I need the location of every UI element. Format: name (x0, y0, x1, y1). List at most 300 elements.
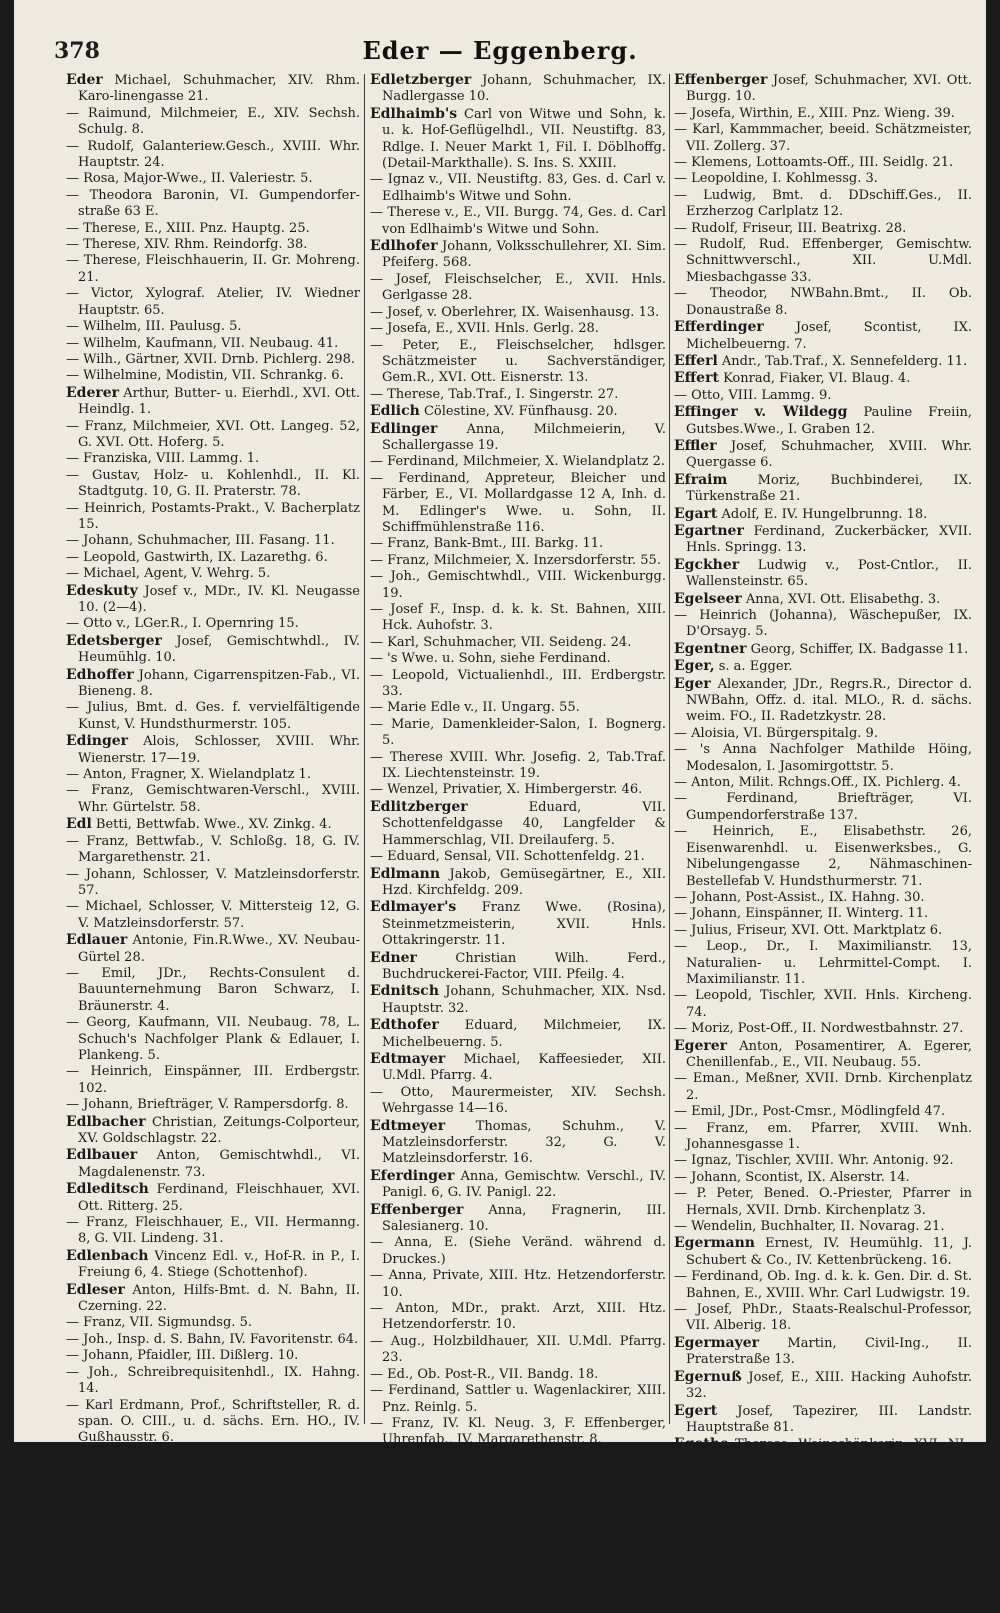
directory-entry (370, 1564, 666, 1580)
entry-text: Michael, Kaffeesieder, XII. U.Mdl. Pfarrg. 4. (382, 1051, 666, 1084)
entry-text: — Klemens, Lottoamts-Off., III. Seidlg. 21. (674, 155, 954, 171)
directory-entry (66, 1181, 360, 1215)
running-head: Eder — Eggenberg. (362, 36, 638, 65)
entry-text: — Leopold, Gastwirth, IX. Lazarethg. 6. (66, 549, 328, 565)
entry-text: — Josef, v. Oberlehrer, IX. Waisenhausg. 13. (370, 304, 660, 320)
entry-surname: Edhoffer (66, 666, 134, 683)
entry-surname: Egckher (674, 556, 740, 573)
directory-entry (66, 834, 360, 867)
directory-entry (66, 336, 360, 352)
directory-entry (674, 523, 972, 557)
entry-text: — Wilhelm, III. Paulusg. 5. (66, 319, 242, 335)
directory-entry (370, 305, 666, 321)
entry-surname: Efraim (674, 471, 728, 488)
directory-entry (674, 1071, 972, 1104)
entry-text: — Franz, Buchhalter, VIII. Lerchenfelderstr. 50. (370, 1448, 666, 1481)
directory-entry (674, 171, 972, 187)
entry-surname: Effert (674, 370, 719, 387)
directory-entry (370, 849, 666, 865)
entry-text: — Josef F., Insp. d. k. k. St. Bahnen, XIII. Hck. Auhofstr. 3. (370, 602, 666, 634)
directory-entry (674, 353, 972, 370)
directory-entry (674, 1335, 972, 1369)
entry-text: Moriz, Buchbinderei, IX. Türkenstraße 21. (686, 472, 972, 505)
entry-text: Josef v., MDr., IV. Kl. Neugasse 10. (2—4). (78, 583, 360, 615)
entry-text: — Franz, VII. Sigmundsg. 5. (66, 1315, 252, 1331)
entry-text: — Peter, E., Fleischselcher, hdlsger. Schätzmeister u. Sachverständiger, Gem.R., XVI. Ott. Eisnerstr. 13. (370, 337, 666, 386)
entry-text: Johann, Schuhmacher, IX. Nadlergasse 10. (382, 73, 666, 105)
directory-entry (674, 824, 972, 890)
directory-entry (370, 635, 666, 651)
entry-surname: Eder (66, 72, 103, 88)
entry-text: Antonie, Fin.R.Wwe., XV. Neubau-Gürtel 28. (78, 933, 360, 965)
entry-text: Anna, XVI. Ott. Elisabethg. 3. (745, 591, 941, 607)
entry-text: — Therese v., E., VII. Burgg. 74, Ges. d. Carl von Edlhaimb's Witwe und Sohn. (370, 205, 666, 237)
directory-entry (674, 1121, 972, 1154)
entry-text: — Johann, Schlosser, V. Matzleinsdorferstr. 57. (66, 866, 360, 898)
directory-entry (370, 238, 666, 272)
directory-entry (66, 319, 360, 335)
entry-text: — Leopold, Victualienhdl., III. Erdbergstr. 33. (370, 667, 666, 700)
entry-text: Johann, Volksschullehrer, XI. Sim. Pfeiferg. 568. (382, 239, 666, 271)
entry-surname: Edlhaimb's (370, 105, 458, 122)
entry-text: — Ferdinand, Appreteur, Bleicher und Färber, E., VI. Mollardgasse 12 A, Inh. d. M. Edlinger's Wwe. u. Sohn, II. Schiffmühlenstraße 116. (370, 470, 666, 535)
entry-text: Ernest, IV. Heumühlg. 11, J. Schubert & Co., IV. Kettenbrückeng. 16. (686, 1236, 972, 1268)
entry-text: Eduard, Milchmeier, IX. Michelbeuerng. 5. (382, 1018, 666, 1050)
entry-text: Jakob, Gemüsegärtner, E., XII. Hzd. Kirchfeldg. 209. (382, 866, 666, 898)
entry-text: Anton, Gemischtwhdl., VI. Magdalenenstr. 73. (78, 1148, 361, 1180)
directory-entry (66, 237, 360, 253)
directory-entry (674, 676, 972, 726)
directory-entry (674, 370, 972, 387)
entry-text: — Therese, Fleischhauerin, II. Gr. Mohreng. 21. (66, 253, 360, 285)
directory-entry (370, 1482, 666, 1498)
entry-text: Emilie, XVIII. Whr. Wildemanng. 18. (686, 1521, 972, 1553)
entry-text: — Otto, VIII. Lammg. 9. (674, 387, 832, 403)
entry-text: Anna, Gemischtw. Verschl., IV. Panigl. 6, G. IV. Panigl. 22. (382, 1168, 666, 1201)
entry-surname: Edlauer (66, 932, 128, 949)
entry-text: — Aug., Holzbildhauer, XII. U.Mdl. Pfarrg. 23. (370, 1333, 666, 1366)
entry-surname: Egethe (674, 1436, 729, 1453)
directory-entry (674, 1369, 972, 1403)
entry-text: — Ludwig, Bmt. d. DDschiff.Ges., II. Erzherzog Carlplatz 12. (674, 187, 972, 220)
directory-entry (674, 286, 972, 319)
directory-entry (66, 533, 360, 549)
directory-entry (370, 106, 666, 173)
entry-surname: Ederer (66, 384, 120, 401)
directory-entry (674, 726, 972, 742)
entry-text: — Julius, Friseur, XVI. Ott. Marktplatz 6. (674, 922, 943, 938)
entry-text: — Anna, Private, XIII. Htz. Hetzendorferstr. 10. (370, 1268, 666, 1300)
entry-text: — Ferdinand, Milchmeier, X. Wielandplatz 2. (370, 454, 666, 470)
directory-entry (66, 1248, 360, 1282)
entry-text: Arthur, Butter- u. Eierhdl., XVI. Ott. Heindlg. 1. (78, 385, 360, 418)
directory-entry (674, 923, 972, 939)
entry-text: Josef, E., XIII. Hacking Auhofstr. 32. (686, 1369, 972, 1402)
entry-surname: Edthofer (370, 1017, 439, 1034)
entry-text: — Franziska, XII. U.Mdl. Miesbachg. 33. (370, 1547, 637, 1563)
entry-text: — Karl, Kammmacher, beeid. Schätzmeister, VII. Zollerg. 37. (674, 122, 972, 154)
entry-text: — Johann, Post-Assist., IX. Hahng. 30. (674, 889, 925, 905)
entry-text: — Aloisia, VI. Bürgerspitalg. 9. (674, 725, 878, 741)
entry-text: — Gustav, Holz- u. Kohlenhdl., II. Kl. Stadtgutg. 10, G. II. Praterstr. 78. (66, 467, 360, 500)
directory-entry (370, 1168, 666, 1202)
entry-surname: Egentner (674, 640, 747, 657)
directory-entry (674, 988, 972, 1021)
directory-entry (66, 1447, 360, 1463)
entry-text: — Joh., Schreibrequisitenhdl., IX. Hahng. 14. (66, 1364, 360, 1397)
directory-entry (674, 1186, 972, 1219)
directory-entry (674, 1235, 972, 1269)
directory-entry (66, 550, 360, 566)
directory-entry (66, 1480, 360, 1529)
directory-entry (66, 1398, 360, 1447)
directory-entry (66, 783, 360, 816)
directory-entry (370, 899, 666, 949)
entry-text: — Franz, Milchmeier, X. Inzersdorferstr. 55. (370, 552, 661, 568)
entry-text: — Ferdinand, Briefträger, VI. Gumpendorferstraße 137. (674, 791, 972, 823)
directory-entry (674, 1021, 972, 1037)
entry-surname: Egermayer (674, 1334, 760, 1351)
directory-entry (66, 1215, 360, 1248)
directory-entry (370, 950, 666, 984)
entry-text: — Franz, Bank-Bmt., III. Barkg. 11. (370, 536, 604, 552)
directory-entry (66, 1348, 360, 1364)
entry-surname: Ednitsch (370, 983, 440, 1000)
directory-entry (370, 1580, 666, 1613)
column-2 (370, 72, 666, 1612)
directory-entry (370, 403, 666, 420)
directory-entry (674, 608, 972, 641)
directory-entry (66, 221, 360, 237)
entry-text: Christian, Zeitungs-Colporteur, XV. Goldschlagstr. 22. (78, 1114, 360, 1146)
directory-entry (674, 791, 972, 824)
entry-text: — Therese XVIII. Whr. Josefig. 2, Tab.Traf. IX. Liechtensteinstr. 19. (370, 749, 666, 782)
entry-text: — Therese, E., XIII. Pnz. Hauptg. 25. (66, 220, 310, 236)
entry-text: Josef, Tapezirer, III. Landstr. Hauptstraße 81. (686, 1403, 972, 1435)
directory-entry (66, 733, 360, 767)
directory-entry (370, 1017, 666, 1051)
directory-entry (674, 1170, 972, 1186)
directory-entry (674, 1038, 972, 1072)
entry-text: Josef, Gemischtwhdl., IV. Heumühlg. 10. (78, 633, 360, 666)
entry-text: — Michael, Agent, V. Wehrg. 5. (66, 566, 271, 582)
entry-text: — Heinrich, Einspänner, III. Erdbergstr. 102. (66, 1064, 360, 1096)
directory-entry (66, 106, 360, 139)
directory-entry (674, 1470, 972, 1487)
directory-entry (66, 253, 360, 286)
entry-text: — Josefa, Wirthin, E., XIII. Pnz. Wieng. 39. (674, 105, 955, 121)
entry-text: — P. Peter, Bened. O.-Priester, Pfarrer in Hernals, XVII. Drnb. Kirchenplatz 3. (674, 1186, 972, 1218)
directory-entry (370, 668, 666, 701)
entry-text: Abraham, Stickereifab., I. Eßlingg. 7. (708, 1471, 955, 1487)
entry-text: — Heinrich (Johanna), Wäschepußer, IX. D'Orsayg. 5. (674, 608, 972, 640)
entry-text: — Franz, Sodawasser-Agent, II. Tempelg. 8. (370, 1481, 660, 1497)
entry-text: — Georg, Kaufmann, VII. Neubaug. 78, L. Schuch's Nachfolger Plank & Edlauer, I. Plankeng. 5. (66, 1015, 360, 1063)
entry-surname: Egg (674, 1470, 705, 1487)
directory-entry (674, 438, 972, 472)
entry-surname: Egert (674, 1402, 718, 1419)
entry-text: — Wenzel, Privatier, X. Himbergerstr. 46. (370, 782, 643, 798)
directory-entry (370, 651, 666, 667)
entry-text: — Wendelin, Buchhalter, II. Novarag. 21. (674, 1219, 945, 1235)
entry-surname: Eger (674, 675, 711, 692)
directory-entry (370, 1235, 666, 1268)
directory-entry (370, 321, 666, 337)
directory-entry (66, 899, 360, 932)
directory-entry (370, 72, 666, 106)
directory-entry (370, 569, 666, 602)
entry-text: Andr., Tab.Traf., X. Sennefelderg. 11. (721, 353, 968, 369)
entry-surname: Edtmayer (370, 1050, 446, 1067)
entry-text: Ludwig v., Post-Cntlor., II. Wallensteinstr. 65. (686, 557, 972, 590)
entry-text: Josef, Schuhmacher, XVI. Ott. Burgg. 10. (686, 73, 972, 105)
directory-entry (674, 890, 972, 906)
directory-entry (66, 368, 360, 384)
entry-text: — Franz, Fleischhauer, E., VII. Hermanng. 8, G. VII. Lindeng. 31. (66, 1215, 360, 1247)
entry-text: — Magd., Graveurin, VI. Mariahilferstr. 37. (66, 1446, 352, 1462)
entry-text: — Franz, IV. Kl. Neug. 3, F. Effenberger, Uhrenfab., IV. Margarethenstr. 8. (370, 1415, 666, 1448)
entry-text: — Emil, JDr., Post-Cmsr., Mödlingfeld 47. (674, 1104, 946, 1120)
directory-entry (66, 286, 360, 319)
entry-text: — Rudolf, Friseur, III. Beatrixg. 28. (674, 220, 907, 236)
directory-entry (66, 616, 360, 632)
directory-entry (370, 205, 666, 238)
entry-text: — Karl, Schuhmacher, VII. Seideng. 24. (370, 634, 632, 650)
directory-entry (674, 1436, 972, 1470)
entry-text: Josef, Schuhmacher, XVIII. Whr. Quergasse 6. (686, 438, 972, 471)
entry-text: — Emil, JDr., Rechts-Consulent d. Bauunternehmung Baron Schwarz, I. Bräunerstr. 4. (66, 965, 360, 1014)
entry-text: Christian Wilh. Ferd., Buchdruckerei-Factor, VIII. Pfeilg. 4. (382, 950, 666, 982)
directory-entry (370, 700, 666, 716)
directory-entry (370, 387, 666, 403)
directory-entry (66, 1563, 360, 1596)
directory-entry (66, 419, 360, 452)
directory-entry (674, 775, 972, 791)
entry-text: — Theodor, NWBahn.Bmt., II. Ob. Donaustraße 8. (674, 286, 972, 318)
directory-entry (674, 1153, 972, 1169)
directory-entry (66, 468, 360, 501)
directory-entry (66, 72, 360, 106)
entry-surname: Edner (370, 949, 417, 966)
directory-entry (674, 319, 972, 353)
entry-text: — Franz, Kanzleidiener am Conservatorium, XVII. Hnls. Karlsg. 26. (370, 1514, 666, 1546)
entry-text: — Magdalene, Private, I. Judenplatz 2. (66, 1463, 321, 1479)
directory-entry (674, 472, 972, 506)
directory-entry (674, 939, 972, 988)
entry-text: — Joh., Gemischtwhdl., VIII. Wickenburgg. 19. (370, 569, 666, 601)
entry-text: s. a. Egger. (718, 659, 793, 675)
entry-surname: Edletzberger (66, 1528, 168, 1545)
directory-entry (66, 188, 360, 221)
entry-surname: Edlitzberger (370, 798, 468, 815)
directory-entry (370, 602, 666, 635)
entry-text: — Therese, Tab.Traf., I. Singerstr. 27. (370, 386, 619, 402)
directory-entry (674, 1403, 972, 1437)
entry-surname: Edlbacher (66, 1113, 146, 1130)
directory-entry (674, 641, 972, 658)
directory-entry (66, 1114, 360, 1148)
directory-entry (370, 1202, 666, 1236)
entry-surname: Effenberger (370, 1201, 464, 1218)
entry-surname: Edinger (66, 733, 129, 750)
entry-text: — Ferdinand, Ob. Ing. d. k. k. Gen. Dir. d. St. Bahnen, E., XVIII. Whr. Carl Ludwigstr. 19. (674, 1269, 972, 1301)
directory-entry (674, 122, 972, 155)
entry-text: — Rudolf, Galanteriew.Gesch., XVIII. Whr. Hauptstr. 24. (66, 138, 360, 171)
directory-entry (66, 966, 360, 1015)
column-rule (364, 74, 365, 1424)
entry-text: Anton, Posamentirer, A. Egerer, Chenillenfab., E., VII. Neubaug. 55. (686, 1038, 972, 1070)
entry-text: — Ignaz, Tischler, XVIII. Whr. Antonig. 92. (674, 1153, 954, 1169)
entry-text: — Friedrich, MDr., Gr. Zolrsd. 80. (370, 1563, 593, 1579)
directory-entry (370, 536, 666, 552)
entry-text: — Rudolf, Rud. Effenberger, Gemischtw. Schnittwverschl., XII. U.Mdl. Miesbachgasse 33. (674, 237, 972, 285)
entry-text: — Johann, Briefträger, V. Rampersdorfg. 8. (66, 1097, 349, 1113)
entry-text: — Joh., Insp. d. S. Bahn, IV. Favoritenstr. 64. (66, 1331, 359, 1347)
directory-entry (66, 1015, 360, 1064)
entry-text: Michael, Schuhmacher, XIV. Rhm. Karo-linengasse 21. (78, 73, 360, 105)
entry-surname: Edlich (370, 403, 420, 420)
entry-text: — Rosa, Major-Wwe., II. Valeriestr. 5. (66, 171, 313, 187)
entry-text: Anna, Fragnerin, III. Salesianerg. 10. (382, 1202, 666, 1235)
directory-entry (370, 1449, 666, 1482)
entry-text: Georg, Schiffer, IX. Badgasse 11. (750, 641, 969, 657)
directory-entry (66, 1365, 360, 1398)
directory-entry (370, 1301, 666, 1334)
entry-surname: Eggenberg-Radda (674, 1520, 815, 1537)
entry-text: — Theodora Baronin, VI. Gumpendorfer-straße 63 E. (66, 187, 360, 220)
directory-entry (66, 451, 360, 467)
directory-entry (674, 742, 972, 775)
directory-entry (674, 72, 972, 106)
directory-entry (674, 591, 972, 608)
entry-surname: Egermann (674, 1235, 755, 1252)
directory-entry (674, 1488, 972, 1521)
page-number: 378 (54, 38, 100, 64)
entry-text: — Ed., Ob. Post-R., VII. Bandg. 18. (370, 1366, 599, 1382)
directory-entry (674, 1269, 972, 1302)
entry-text: — Raimund, Milchmeier, E., XIV. Sechsh. Schulg. 8. (66, 105, 360, 138)
directory-entry (370, 717, 666, 750)
entry-text: — Marie Edle v., II. Ungarg. 55. (370, 700, 580, 716)
directory-entry (66, 932, 360, 966)
entry-text: Johann, Cigarrenspitzen-Fab., VI. Bieneng. 8. (78, 667, 360, 700)
entry-text: — Julius, Bmt. d. Ges. f. vervielfältigende Kunst, V. Hundsthurmerstr. 105. (66, 700, 360, 732)
directory-entry (674, 1104, 972, 1120)
entry-surname: Effler (674, 437, 717, 454)
directory-entry (370, 471, 666, 537)
entry-surname: Edetsberger (66, 632, 162, 649)
directory-entry (66, 352, 360, 368)
entry-text: — Josef, Fleischselcher, E., XVII. Hnls. Gerlgasse 28. (370, 271, 666, 304)
entry-text: — Franz, Bettwfab., V. Schloßg. 18, G. IV. Margarethenstr. 21. (66, 833, 360, 866)
entry-surname: Egartner (674, 522, 744, 539)
entry-text: Ferdinand, Zuckerbäcker, XVII. Hnls. Springg. 13. (686, 523, 972, 556)
entry-text: — Wilhelmine, Modistin, VII. Schrankg. 6. (66, 368, 344, 384)
entry-surname: Edtmeyer (370, 1117, 446, 1134)
entry-text: — Anna, E. (Siehe Veränd. während d. Druckes.) (370, 1235, 666, 1267)
entry-text: — Johann, Einspänner, II. Winterg. 11. (674, 906, 929, 922)
directory-entry (674, 237, 972, 286)
directory-entry (370, 172, 666, 205)
column-3 (674, 72, 972, 1553)
entry-text: — Anton, MDr., prakt. Arzt, XIII. Htz. Hetzendorferstr. 10. (370, 1301, 666, 1333)
entry-text: Adolf, E. IV. Hungelbrunng. 18. (721, 506, 928, 522)
entry-text: Alexander, JDr., Regrs.R., Director d. NWBahn, Offz. d. ital. MLO., R. d. sächs. weim. FO., II. Radetzkystr. 28. (686, 676, 972, 725)
directory-page (14, 0, 986, 1612)
directory-entry (66, 171, 360, 187)
directory-entry (370, 799, 666, 849)
directory-entry (370, 750, 666, 783)
directory-entry (370, 338, 666, 387)
entry-surname: Egelseer (674, 590, 742, 607)
entry-text: — Franz, Gemischtwaren-Verschl., XVIII. Whr. Gürtelstr. 58. (66, 783, 360, 815)
entry-surname: Edl (66, 816, 92, 833)
directory-entry (66, 1064, 360, 1097)
entry-text: — Jakob, IX. Schlickg. 3, Jute- u. Kattuntüchel-Druckerei, G. I. Eßlingg. 7. (674, 1487, 972, 1519)
directory-entry (370, 1514, 666, 1547)
directory-entry (674, 404, 972, 438)
directory-entry (370, 782, 666, 798)
entry-text: Achaz, Raths-Secr. i. P., III. Landstr. Hauptstr. 96 A. (78, 1529, 360, 1562)
directory-entry (370, 1118, 666, 1168)
directory-entry (674, 1219, 972, 1235)
entry-text: — Franz, em. Pfarrer, XVIII. Wnh. Johannesgasse 1. (674, 1120, 972, 1152)
entry-text: Thomas, Schuhm., V. Matzleinsdorferstr. 32, G. V. Matzleinsdorferstr. 16. (382, 1118, 666, 1167)
directory-entry (370, 1547, 666, 1563)
directory-entry (66, 1315, 360, 1331)
directory-entry (674, 388, 972, 404)
entry-text: Josef, Scontist, IX. Michelbeuerng. 7. (686, 320, 972, 352)
column-rule (669, 74, 670, 1424)
entry-text: Anton, Hilfs-Bmt. d. N. Bahn, II. Czerning. 22. (78, 1282, 360, 1315)
entry-text: — Josef, PhDr., Staats-Realschul-Professor, VII. Alberig. 18. (674, 1302, 972, 1334)
directory-entry (370, 1334, 666, 1367)
directory-entry (66, 767, 360, 783)
entry-text: — Wilhelm, Kaufmann, VII. Neubaug. 41. (66, 335, 339, 351)
directory-entry (66, 867, 360, 900)
entry-text: Therese, Weinschänkerin, XVI. NL. Burgg. 2. (686, 1437, 972, 1469)
entry-text: — Ignaz v., VII. Neustiftg. 83, Ges. d. Carl v. Edlhaimb's Witwe und Sohn. (370, 172, 666, 204)
entry-text: — Heinrich, E., Elisabethstr. 26, Eisenwarenhdl. u. Eisenwerksbes., G. Nibelungengasse 2, Nähmaschinen-Bestellefab V. Hundsthurmerstr. 71. (674, 824, 972, 889)
entry-surname: Egart (674, 505, 718, 522)
directory-entry (370, 1416, 666, 1449)
entry-surname: Edlbauer (66, 1147, 138, 1164)
directory-entry (674, 906, 972, 922)
entry-text: — Josefa, E., XVII. Hnls. Gerlg. 28. (370, 321, 599, 337)
entry-text: Ferdinand, Fleischhauer, XVI. Ott. Ritterg. 25. (78, 1182, 360, 1214)
entry-surname: Effenberger (674, 72, 768, 88)
entry-surname: Edleser (66, 1281, 125, 1298)
directory-entry (370, 1367, 666, 1383)
entry-text: Anna, Milchmeierin, V. Schallergasse 19. (382, 421, 666, 453)
entry-text: — Otto, Maurermeister, XIV. Sechsh. Wehrgasse 14—16. (370, 1084, 666, 1117)
directory-entry (66, 633, 360, 667)
entry-text: — Wilh., Gärtner, XVII. Drnb. Pichlerg. 298. (66, 351, 355, 367)
entry-text: — Anton, Fragner, X. Wielandplatz 1. (66, 767, 311, 783)
entry-surname: Effinger v. Wildegg (674, 404, 848, 421)
entry-surname: Eger, (674, 658, 715, 675)
directory-entry (66, 1097, 360, 1113)
entry-text: Konrad, Fiaker, VI. Blaug. 4. (723, 371, 911, 387)
entry-text: — Heinrich, Postamts-Prakt., V. Bacherplatz 15. (66, 500, 360, 532)
entry-surname: Efferl (674, 352, 718, 369)
entry-surname: Egerer (674, 1037, 728, 1054)
directory-entry (66, 667, 360, 701)
entry-text: Carl von Witwe und Sohn, k. u. k. Hof-Geflügelhdl., VII. Neustiftg. 83, Rdlge. I. Neuer Markt 1, Fil. I. Döblhoffg. (Detail-Markthalle). S. Ins. S. XXIII. (382, 106, 666, 172)
directory-entry (674, 1520, 972, 1554)
entry-text: — Franziska, VIII. Lammg. 1. (66, 451, 260, 467)
entry-text: — Marie, Damenkleider-Salon, I. Bognerg. 5. (370, 716, 666, 749)
